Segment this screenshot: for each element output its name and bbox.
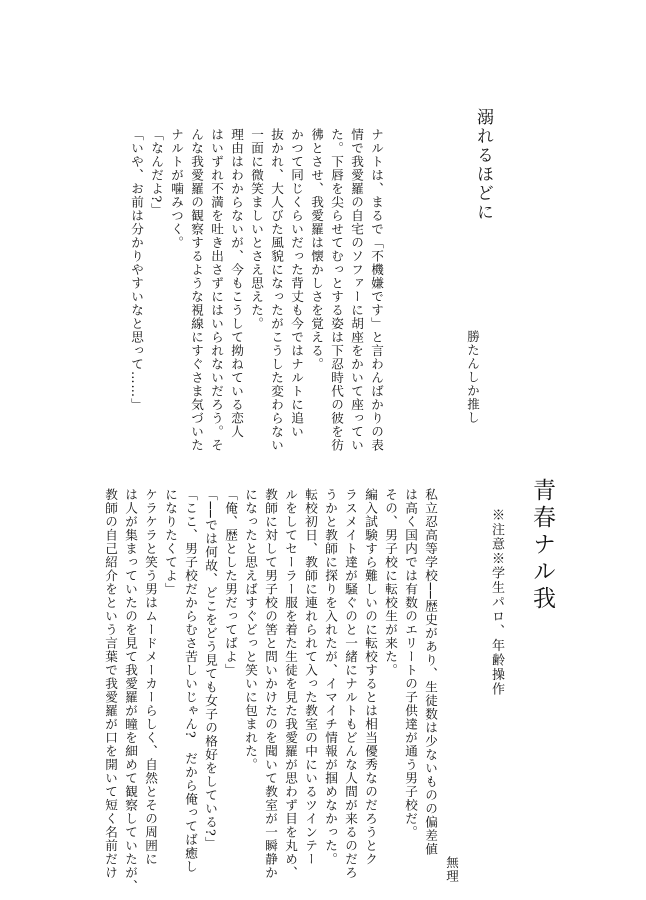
story2-body xyxy=(100,488,440,894)
story2-line: うかと教師に探りを入れたが、イマイチ情報が掴めなかった。 xyxy=(323,488,338,866)
story1-author: 勝たんしか推し xyxy=(465,330,481,425)
story2-line: 教師に対して男子校の筈と問いかけたのを聞いて教室が一瞬静か xyxy=(263,488,278,880)
story2-line: 「──では何故、どこをどう見ても女子の格好をしている?」 xyxy=(203,488,218,851)
story1-body xyxy=(126,128,386,468)
story2-author: 無理 xyxy=(444,856,460,883)
story1-line: 彿とさせ、我愛羅は懐かしさを覚える。 xyxy=(309,128,324,371)
story2-line: になったと思えばすぐどっと笑いに包まれた。 xyxy=(243,488,258,772)
story2-line: その、男子校に転校生が来た。 xyxy=(383,488,398,677)
story1-line: た。下唇を尖らせてむっとする姿は下忍時代の彼を彷 xyxy=(329,128,344,452)
story1-line: 一面に微笑ましいとさえ思えた。 xyxy=(249,128,264,331)
story2-line: になりたくてよ」 xyxy=(163,488,178,596)
story2-title: 青春ナル我 xyxy=(529,478,555,613)
story1-line: 「いや、お前は分かりやすいなと思って……」 xyxy=(129,128,144,412)
story2-line: は人が集まっていたのを見て我愛羅が瞳を細めて観察していたが、 xyxy=(123,488,138,893)
story1-line: はいずれ不満を吐き出さずにはいられないだろう。そ xyxy=(209,128,224,452)
story1-line: 情で我愛羅の自宅のソファーに胡座をかいて座ってい xyxy=(349,128,364,452)
story2-line: 「俺、歴とした男だってばよ」 xyxy=(223,488,238,677)
story2-note: ※注意※学生パロ、年齢操作 xyxy=(489,508,504,697)
story2-line: 私立忍高等学校──歴史があり、生徒数は少ないものの偏差値 xyxy=(423,488,438,856)
story2-line: ラスメイト達が騒ぐのと一緒にナルトもどんな人間が来るのだろ xyxy=(343,488,358,880)
story1-line: んな我愛羅の観察するような視線にすぐさま気づいた xyxy=(189,128,204,452)
story2-line: 教師の自己紹介をという言葉で我愛羅が口を開いて短く名前だけ xyxy=(103,488,118,880)
story2-line: 編入試験すら難しいのに転校するとは相当優秀なのだろうとク xyxy=(363,488,378,866)
story1-line: 理由はわからないが、今もこうして拗ねている恋人 xyxy=(229,128,244,439)
story1-line: ナルトは、まるで「不機嫌です」と言わんばかりの表 xyxy=(369,128,384,452)
story2-line: ルをしてセーラー服を着た生徒を見た我愛羅が思わず目を丸め、 xyxy=(283,488,298,880)
story2-line: 転校初日、教師に連れられて入った教室の中にいるツインテー xyxy=(303,488,318,866)
story2-line: ケラケラと笑う男はムードメーカーらしく、自然とその周囲に xyxy=(143,488,158,866)
story1-line: ナルトが噛みつく。 xyxy=(169,128,184,250)
story1-title: 溺れるほどに xyxy=(473,108,493,222)
story1-line: かつて同じくらいだった背丈も今ではナルトに追い xyxy=(289,128,304,439)
story1-line: 抜かれ、大人びた風貌になったがこうした変わらない xyxy=(269,128,284,452)
story1-line: 「なんだよ?」 xyxy=(149,128,164,217)
story2-line: は高く国内では有数のエリートの子供達が通う男子校だ。 xyxy=(403,488,418,839)
story2-line: 「ここ、男子校だからむさ苦しいじゃん? だから俺ってば癒し xyxy=(183,488,198,874)
